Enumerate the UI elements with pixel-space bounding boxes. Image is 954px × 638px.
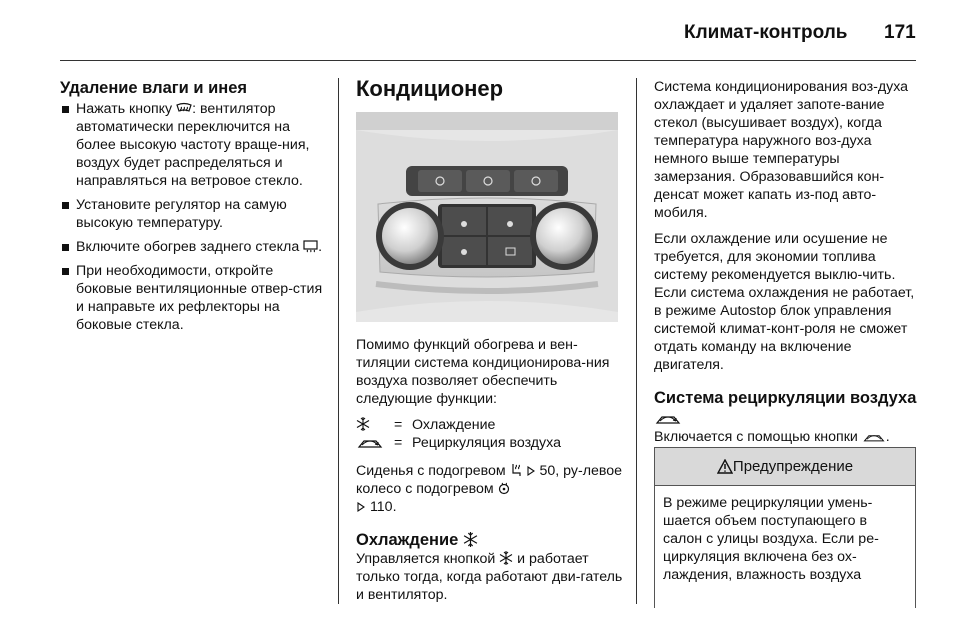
warning-text: В режиме рециркуляции умень-шается объем поступающего в салон с улицы воздуха. Если ре-циркуляция включена без ох-лаждения, влажность воздуха [654,486,916,608]
page-reference-icon [356,501,366,513]
snowflake-icon [356,417,370,431]
symbol-row-recirculation: = Рециркуляция воздуха [356,434,624,452]
defog-steps-list [60,100,328,334]
snowflake-icon [499,551,513,565]
column-defog [60,78,328,340]
list-item: Установите регулятор на самую высокую температуру. [60,196,328,232]
heated-seats-paragraph: Сиденья с подогревом 50, ру-левое колесо с подогревом 110. [356,463,623,515]
page-number: 171 [884,22,916,43]
section-title-air-conditioning: Кондиционер [356,76,504,101]
snowflake-icon [463,532,478,547]
heated-seat-icon [510,463,522,477]
warning-header [654,447,916,486]
column-ac-details [654,78,918,454]
air-recirculation-icon [862,431,886,443]
column-air-conditioning [356,76,624,612]
warning-box [654,447,916,607]
intro-paragraph: Помимо функций обогрева и вен-тиляции система кондиционирова-ния воздуха позволяет обеспечить следующие функции: [356,337,610,407]
list-item: Включите обогрев заднего стекла . [60,238,328,256]
air-recirculation-icon [654,412,682,425]
page-reference-icon [526,465,536,477]
air-recirculation-icon [356,436,384,449]
list-item: Нажать кнопку : вентилятор автоматически переключится на более высокую частоту враще-ния, воздух будет распределяться и направляться на ветровое стекло. [60,100,328,190]
windshield-defrost-icon [176,102,192,115]
list-item: При необходимости, откройте боковые вентиляционные отвер-стия и направьте их рефлекторы на боковые стекла. [60,262,328,334]
page-header-title: Климат-контроль [684,22,848,43]
rear-window-heating-icon [303,240,318,253]
climate-control-panel-photo [356,112,618,322]
ac-economy-paragraph: Если охлаждение или осушение не требуется, для экономии топлива систему рекомендуется выклю-чить. Если система охлаждения не работает, в режиме Autostop блок управления системой климат-конт-роля не сможет отдать команду на включение двигателя. [654,231,915,373]
bullet-icon [62,202,69,209]
symbol-row-cooling: = Охлаждение [356,416,624,434]
bullet-icon [62,244,69,251]
recirculation-label: Рециркуляция воздуха [412,435,561,451]
column-divider-1 [338,78,339,604]
ac-description-paragraph: Система кондиционирования воз-духа охлаждает и удаляет запоте-вание стекол (высушивает воздух), когда температура наружного воз-духа немного выше температуры замерзания. Образовавшийся кон-денсат может капать из-под авто-мобиля. [654,79,909,221]
section-heading-recirculation: Система рециркуляции воздуха [654,388,918,428]
cooling-label: Охлаждение [412,417,496,433]
warning-title: Предупреждение [732,458,854,475]
section-heading-cooling: Охлаждение [356,530,624,550]
recirculation-paragraph: Включается с помощью кнопки . [654,429,890,445]
warning-triangle-icon [717,459,733,474]
header-rule [60,60,916,61]
section-heading-defog: Удаление влаги и инея [60,79,248,97]
heated-steering-wheel-icon [498,482,510,495]
bullet-icon [62,268,69,275]
cooling-paragraph: Управляется кнопкой и работает только тогда, когда работают дви-гатель и вентилятор. [356,551,623,603]
bullet-icon [62,106,69,113]
column-divider-2 [636,78,637,604]
